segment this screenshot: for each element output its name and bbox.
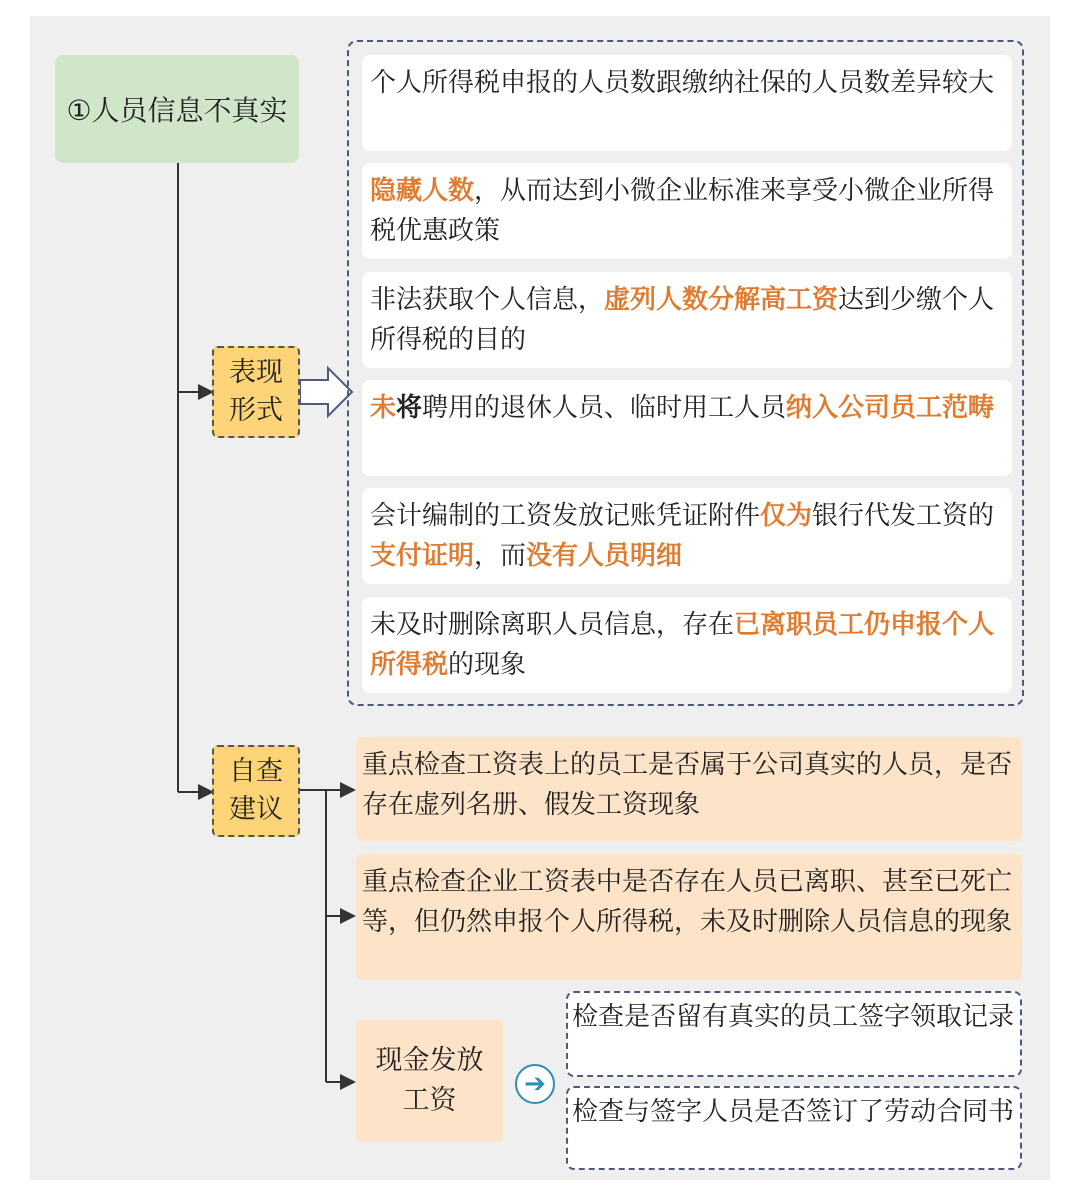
form-text: ，而 (474, 541, 527, 571)
form-text: 未及时删除离职人员信息，存在 (370, 610, 735, 640)
advice-text-1: 重点检查工资表上的员工是否属于公司真实的人员，是否存在虚列名册、假发工资现象 (362, 750, 1013, 820)
form-text: ，从而达到小微企业标准来享受小微企业所得税优惠政策 (370, 176, 995, 246)
form-text: 会计编制的工资发放记账凭证附件 (370, 501, 761, 531)
advice-tag (212, 745, 300, 837)
cash-label-line1: 现金发放 (375, 1045, 484, 1076)
form-text: 个人所得税申报的人员数跟缴纳社保的人员数差异较大 (370, 68, 995, 98)
form-card-5 (362, 488, 1012, 584)
forms-tag-line2: 形式 (229, 395, 283, 426)
cash-check-text-1: 检查是否留有真实的员工签字领取记录 (572, 1002, 1015, 1032)
cash-label-line2: 工资 (402, 1085, 457, 1116)
highlight-text: 没有人员明细 (526, 541, 683, 571)
form-text: 非法获取个人信息， (370, 285, 605, 315)
form-text: 聘用的退休人员、临时用工人员 (422, 393, 787, 423)
arrow-right-circle-icon (515, 1064, 555, 1104)
cash-check-card-2 (566, 1086, 1022, 1170)
highlight-text: 纳入公司员工范畴 (786, 393, 995, 423)
hollow-arrow-icon (300, 368, 352, 416)
form-card-1 (362, 55, 1012, 151)
cash-check-card-1 (566, 991, 1022, 1077)
highlight-text: 仅为 (760, 501, 813, 531)
root-node (55, 55, 299, 163)
form-text: 银行代发工资的 (812, 501, 995, 531)
form-card-3 (362, 272, 1012, 368)
advice-tag-line2: 建议 (229, 794, 283, 825)
arrow-right-glyph: ➔ (524, 1069, 546, 1099)
cash-check-text-2: 检查与签字人员是否签订了劳动合同书 (572, 1097, 1015, 1127)
advice-tag-line1: 自查 (229, 756, 283, 787)
form-card-6 (362, 597, 1012, 693)
cash-payment-node (356, 1020, 503, 1142)
highlight-text: 已离职员工仍申报个人所得税 (370, 610, 995, 680)
highlight-text: 未 (370, 393, 397, 423)
form-text: 的现象 (448, 650, 527, 680)
root-label: ①人员信息不真实 (66, 94, 288, 127)
advice-card-1 (356, 737, 1022, 841)
advice-card-2 (356, 854, 1022, 980)
form-card-2 (362, 163, 1012, 259)
forms-tag-line1: 表现 (229, 357, 283, 388)
highlight-text: 支付证明 (370, 541, 475, 571)
highlight-text: 隐藏人数 (370, 176, 475, 206)
advice-text-2: 重点检查企业工资表中是否存在人员已离职、甚至已死亡等，但仍然申报个人所得税，未及时删除人员信息的现象 (362, 867, 1013, 937)
highlight-text: 虚列人数分解高工资 (604, 285, 839, 315)
forms-tag (212, 346, 300, 438)
form-text: 将 (396, 393, 423, 423)
form-text: 达到少缴个人所得税的目的 (370, 285, 995, 355)
form-card-4 (362, 380, 1012, 476)
